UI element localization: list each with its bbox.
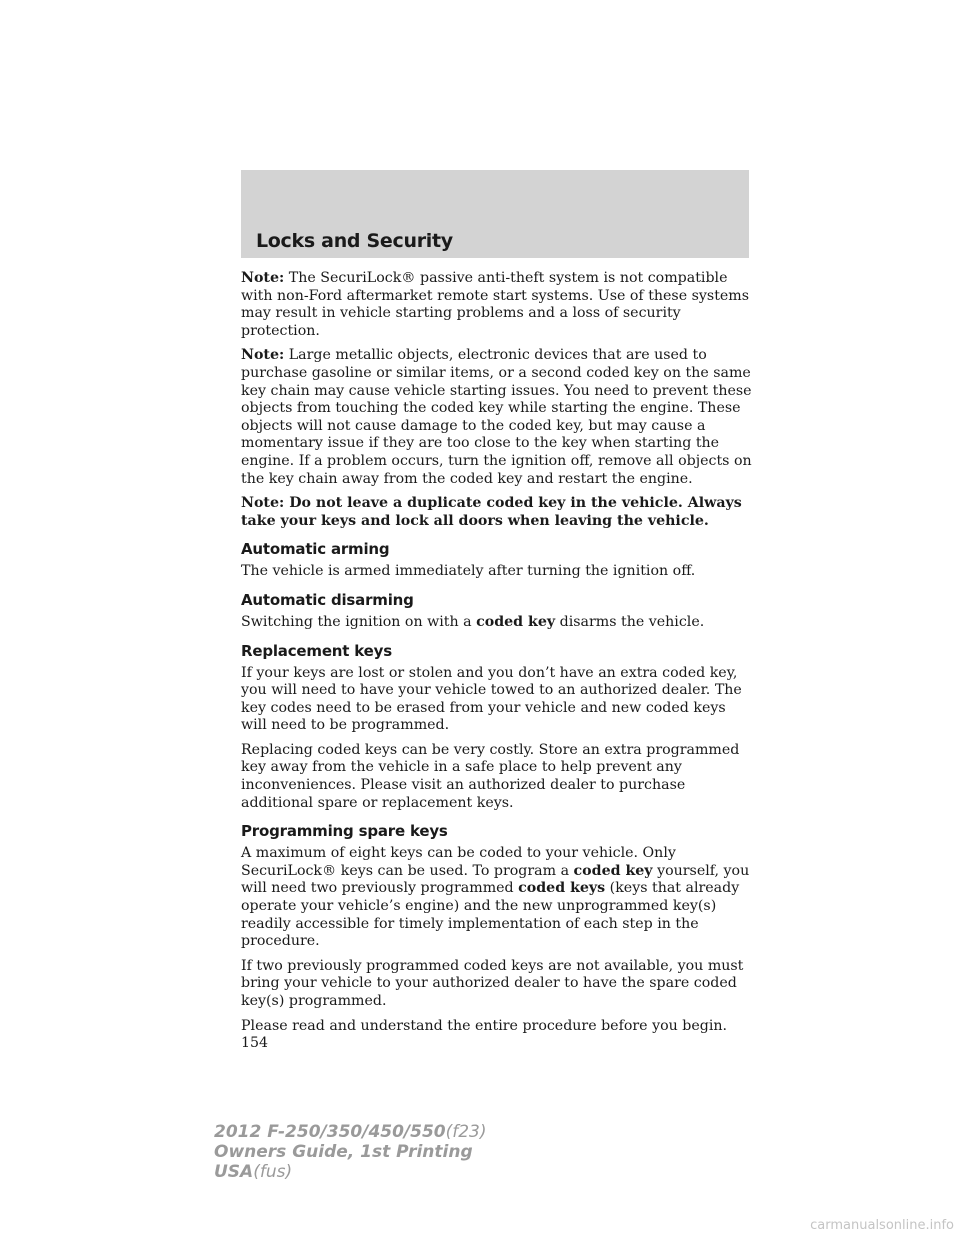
text-programming-1 [241,845,753,951]
text-programming-3: Please read and understand the entire procedure before you begin. [241,1017,728,1034]
footer-line-region [214,1162,487,1182]
footer-region-code: (fus) [253,1162,293,1182]
text-segment: A maximum of eight keys can be coded to your vehicle. Only SecuriLock® keys can be used. To program a [241,845,676,879]
section-title: Locks and Security [256,230,453,252]
text-programming-2: If two previously programmed coded keys are not available, you must bring your vehicle to your authorized dealer to have the spare coded key(s) programmed. [241,957,744,1009]
footer-region: USA [214,1162,254,1182]
note-securilock [241,270,753,340]
heading-replacement-keys: Replacement keys [241,641,392,660]
footer-line-model [214,1122,487,1142]
text-automatic-disarming [241,614,753,632]
note-text: The SecuriLock® passive anti-theft system is not compatible with non-Ford aftermarket remote start systems. Use of these systems may result in vehicle starting problems and a loss of security protection. [241,270,750,339]
text-automatic-arming: The vehicle is armed immediately after turning the ignition off. [241,563,696,580]
note-label: Note: [241,347,285,364]
heading-automatic-arming: Automatic arming [241,540,390,559]
print-footer [214,1122,487,1182]
watermark-link[interactable]: carmanualsonline.info [810,1218,954,1233]
bold-term: coded keys [518,880,606,897]
note-metallic-objects [241,347,753,488]
footer-model: 2012 F-250/350/450/550 [214,1122,446,1142]
page-content [241,270,753,1053]
footer-model-code: (f23) [445,1122,487,1142]
text-segment: (keys that already operate your vehicle’s engine) and the new unprogrammed key(s) readily accessible for timely implementation of each step in the procedure. [241,880,740,950]
note-bold-text: Note: Do not leave a duplicate coded key in the vehicle. Always take your keys and lock all doors when leaving the vehicle. [241,495,742,529]
section-header-band [241,170,749,258]
bold-term: coded key [573,862,653,879]
footer-line-printing: Owners Guide, 1st Printing [214,1142,473,1162]
heading-programming-spare-keys: Programming spare keys [241,822,448,841]
text-segment: yourself, you will need two previously programmed [241,862,750,897]
page-number: 154 [241,1035,269,1052]
note-label: Note: [241,270,285,286]
text-segment: disarms the vehicle. [555,613,705,630]
note-text: Large metallic objects, electronic devices that are used to purchase gasoline or similar items, or a second coded key on the same key chain may cause vehicle starting issues. You need to prevent these objects from touching the coded key while starting the engine. These objects will not cause damage to the coded key, but may cause a momentary issue if they are too close to the key when starting the engine. If a problem occurs, turn the ignition off, remove all objects on the key chain away from the coded key and restart the engine. [241,347,752,487]
text-segment: Switching the ignition on with a [241,613,477,630]
text-replacement-keys-2: Replacing coded keys can be very costly. Store an extra programmed key away from the vehicle in a safe place to help prevent any inconveniences. Please visit an authorized dealer to purchase additional spare or replacement keys. [241,741,740,811]
note-duplicate-key [241,495,753,530]
text-replacement-keys-1: If your keys are lost or stolen and you don’t have an extra coded key, you will need to have your vehicle towed to an authorized dealer. The key codes need to be erased from your vehicle and new coded keys will need to be programmed. [241,664,742,734]
bold-term: coded key [476,613,556,630]
heading-automatic-disarming: Automatic disarming [241,590,414,609]
